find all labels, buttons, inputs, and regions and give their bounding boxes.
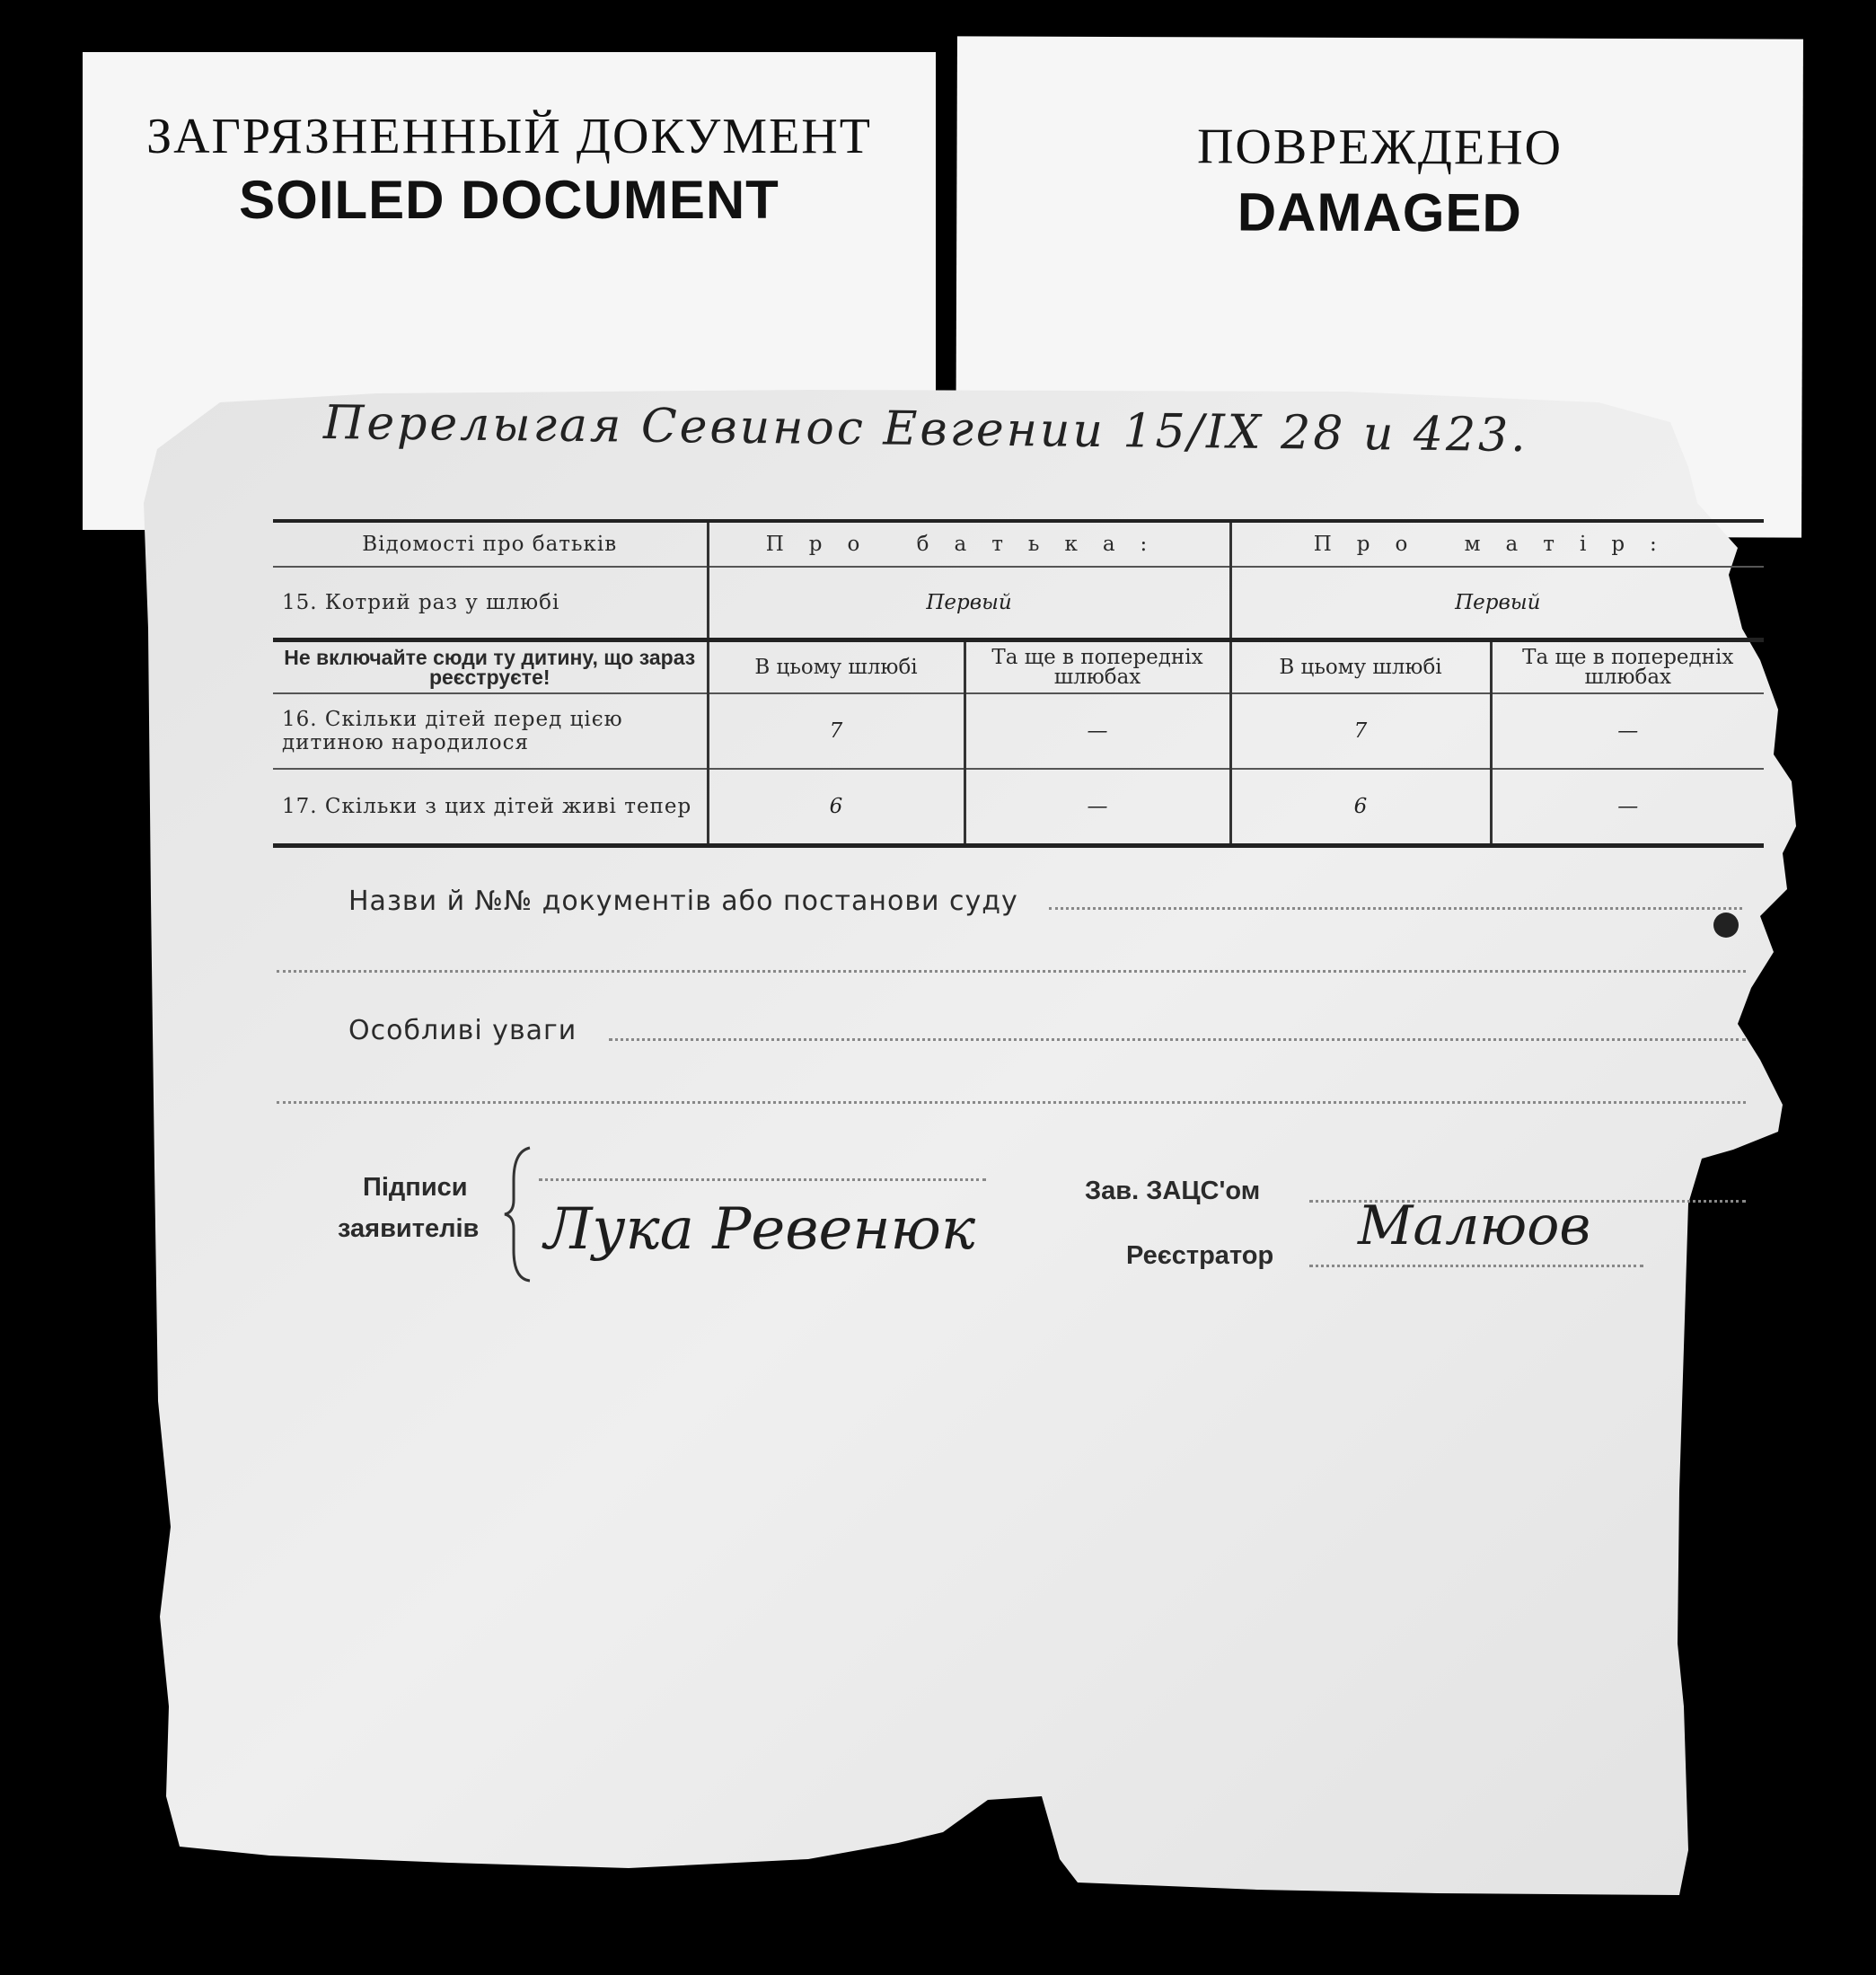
handwritten-header: Перелыгая Севинос Евгении 15/IX 28 и 423. [322,395,1529,463]
header-about-father: Про батька: [708,521,1230,567]
registrar-label: Реєстратор [1126,1241,1274,1270]
damaged-label-en: DAMAGED [1237,181,1522,243]
row16-mother-this: 7 [1230,693,1491,769]
documents-dotted-line [1049,907,1742,910]
table-header-row [273,521,1764,567]
applicants-signatures-label-2: заявителів [338,1214,480,1243]
brace-icon [503,1144,539,1284]
row15-label: 15. Котрий раз у шлюбі [273,567,708,640]
documents-field-label: Назви й №№ документів або постанови суду [348,886,1018,917]
subheader-father-previous: Та ще в попередніх шлюбах [964,640,1230,694]
row16-father-this: 7 [708,693,964,769]
head-zags-label: Зав. ЗАЦС'ом [1085,1177,1261,1205]
subheader-father-this-marriage: В цьому шлюбі [708,640,964,694]
table-subheader-row [273,640,1764,694]
ink-blot [1713,913,1739,938]
registrar-signature: Малюов [1358,1195,1591,1257]
remarks-dotted-line-2 [277,1101,1746,1104]
remarks-dotted-line [609,1038,1746,1041]
row17-mother-this: 6 [1230,769,1491,846]
table-row-17 [273,769,1764,846]
row16-mother-prev: — [1491,693,1764,769]
row15-father-value: Первый [708,567,1230,640]
damaged-label-ru: ПОВРЕЖДЕНО [1196,119,1563,176]
row17-father-prev: — [964,769,1230,846]
row16-label: 16. Скільки дітей перед цією дитиною народилося [273,693,708,769]
row17-father-this: 6 [708,769,964,846]
soiled-label-ru: ЗАГРЯЗНЕННЫЙ ДОКУМЕНТ [146,109,872,164]
applicant-signature-line [539,1178,986,1181]
header-about-mother: Про матір: [1230,521,1764,567]
applicant-signature: Лука Ревенюк [544,1196,976,1263]
header-parents-info: Відомості про батьків [273,521,708,567]
table-row-15 [273,567,1764,640]
soiled-label-en: SOILED DOCUMENT [239,170,779,230]
row15-mother-value: Первый [1230,567,1764,640]
row17-label: 17. Скільки з цих дітей живі тепер [273,769,708,846]
remarks-field-label: Особливі уваги [348,1015,577,1046]
subheader-mother-this-marriage: В цьому шлюбі [1230,640,1491,694]
table-row-16 [273,693,1764,769]
parents-info-table [273,519,1764,848]
row17-mother-prev: — [1491,769,1764,846]
subheader-note: Не включайте сюди ту дитину, що зараз реєструєте! [273,640,708,694]
row16-father-prev: — [964,693,1230,769]
subheader-mother-previous: Та ще в попередніх шлюбах [1491,640,1764,694]
registrar-line [1309,1265,1643,1267]
documents-dotted-line-2 [277,970,1746,973]
applicants-signatures-label-1: Підписи [363,1173,468,1202]
